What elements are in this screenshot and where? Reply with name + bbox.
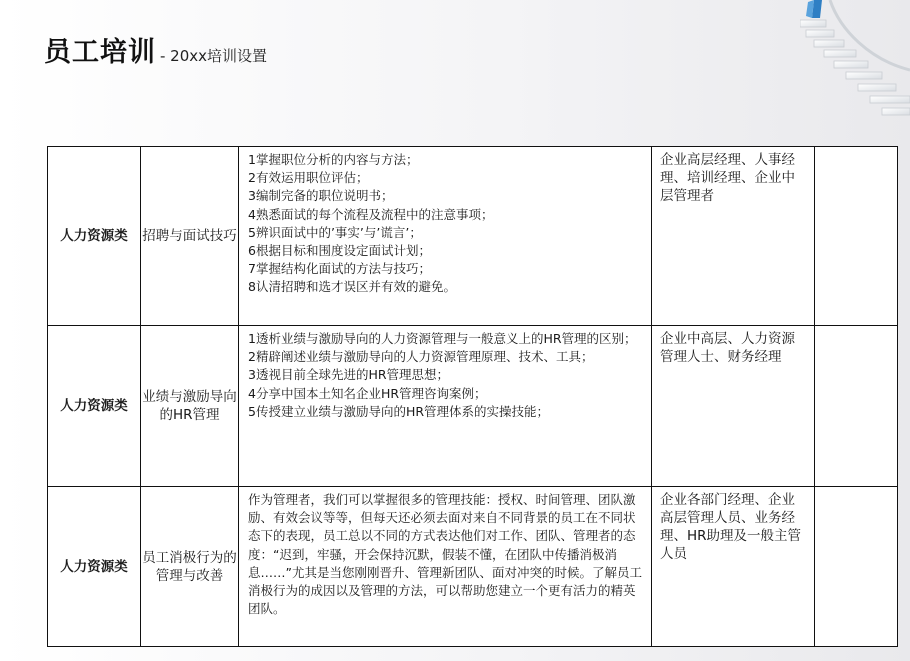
content-line: 5传授建立业绩与激励导向的HR管理体系的实操技能； xyxy=(248,403,550,419)
course-cell: 业绩与激励导向的HR管理 xyxy=(141,326,239,487)
content-line: 1掌握职位分析的内容与方法； xyxy=(248,152,419,167)
course-cell: 员工消极行为的管理与改善 xyxy=(141,487,239,647)
content-line: 3编制完备的职位说明书； xyxy=(248,188,394,204)
content-cell xyxy=(239,326,652,487)
content-line: 2有效运用职位评估； xyxy=(248,170,369,186)
empty-cell xyxy=(815,326,898,487)
content-line: 8认清招聘和选才误区并有效的避免。 xyxy=(248,279,456,295)
content-line: 7掌握结构化面试的方法与技巧； xyxy=(248,261,431,277)
table-row xyxy=(48,326,898,487)
content-line: 5辨识面试中的’事实’与’谎言’； xyxy=(248,224,422,240)
title-main: 员工培训 xyxy=(44,37,156,68)
content-line: 2精辟阐述业绩与激励导向的人力资源管理原理、技术、工具； xyxy=(248,349,594,365)
title-subtitle: - 20xx培训设置 xyxy=(160,47,268,65)
content-cell xyxy=(239,487,652,647)
content-paragraph: 作为管理者，我们可以掌握很多的管理技能：授权、时间管理、团队激励、有效会议等等，但每天还必须去面对来自不同背景的员工在不同状态下的表现，员工总以不同的方式表达他们对工作、团队、管理者的态度：“迟到，牢骚，开会保持沉默，假装不懂，在团队中传播消极消息……”尤其是当您刚刚晋升、管理新团队、面对冲突的时候。了解员工消极行为的成因以及管理的方法，可以帮助您建立一个更有活力的精英团队。 xyxy=(248,492,642,617)
course-cell: 招聘与面试技巧 xyxy=(141,147,239,326)
target-audience-cell: 企业高层经理、人事经理、培训经理、企业中层管理者 xyxy=(652,147,815,326)
training-table xyxy=(47,146,898,647)
content-line: 6根据目标和围度设定面试计划； xyxy=(248,243,431,259)
category-cell: 人力资源类 xyxy=(48,326,141,487)
content-line: 4分享中国本土知名企业HR管理咨询案例； xyxy=(248,385,487,401)
spiral-staircase-icon xyxy=(800,0,910,130)
category-cell: 人力资源类 xyxy=(48,487,141,647)
table-row xyxy=(48,147,898,326)
empty-cell xyxy=(815,147,898,326)
content-cell xyxy=(239,147,652,326)
content-line: 3透视目前全球先进的HR管理思想； xyxy=(248,367,450,383)
page-title xyxy=(44,30,267,69)
content-line: 1透析业绩与激励导向的人力资源管理与一般意义上的HR管理的区别； xyxy=(248,331,637,346)
content-line: 4熟悉面试的每个流程及流程中的注意事项； xyxy=(248,206,494,222)
category-cell: 人力资源类 xyxy=(48,147,141,326)
target-audience-cell: 企业中高层、人力资源管理人士、财务经理 xyxy=(652,326,815,487)
target-audience-cell: 企业各部门经理、企业高层管理人员、业务经理、HR助理及一般主管人员 xyxy=(652,487,815,647)
table-row xyxy=(48,487,898,647)
empty-cell xyxy=(815,487,898,647)
